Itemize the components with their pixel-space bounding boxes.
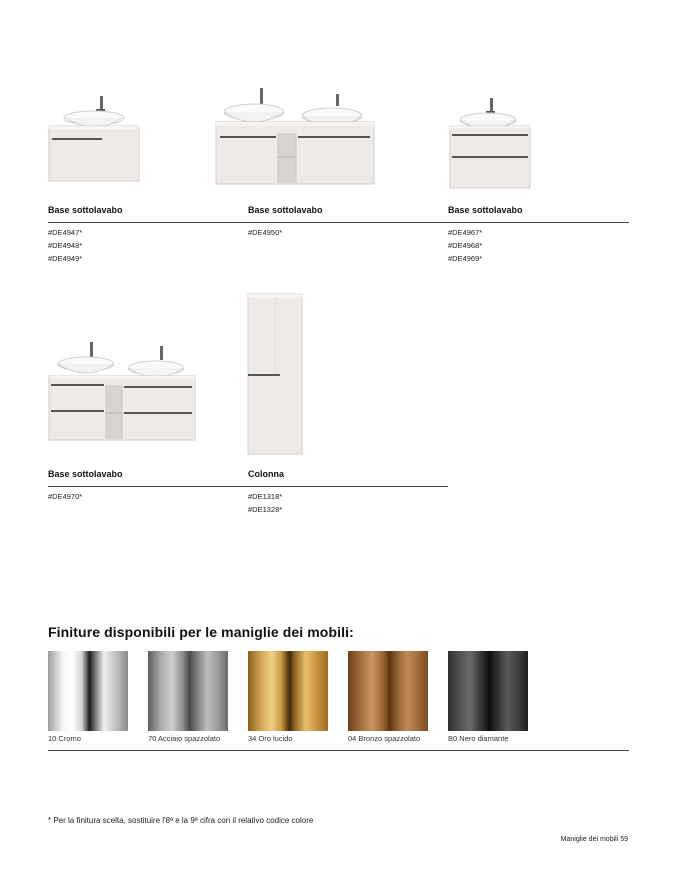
product-code: #DE4947* [48,228,83,237]
product-title: Base sottolavabo [48,205,123,215]
product-codes [48,490,82,503]
finish-label: B0 Nero diamante [448,734,509,743]
vanity-illustration-3 [446,98,536,190]
finishes-title: Finiture disponibili per le maniglie dei mobili: [48,624,354,640]
vanity-illustration-1 [44,96,144,186]
finish-swatch-diamond-black [448,651,528,731]
product-title: Colonna [248,469,284,479]
finish-label: 04 Bronzo spazzolato [348,734,421,743]
product-title: Base sottolavabo [448,205,523,215]
product-code: #DE4949* [48,254,83,263]
product-codes [248,226,282,239]
product-code: #DE4948* [48,241,83,250]
finish-swatch-brushed-steel [148,651,228,731]
divider-line [48,750,629,751]
product-code: #DE4970* [48,492,83,501]
page-footer: Maniglie dei mobili 59 [560,836,628,843]
finish-label: 70 Acciaio spazzolato [148,734,221,743]
product-title: Base sottolavabo [248,205,323,215]
product-code: #DE1318* [248,492,283,501]
product-code: #DE4968* [448,241,483,250]
product-code: #DE4950* [248,228,283,237]
column-illustration [244,290,306,458]
product-code: #DE4967* [448,228,483,237]
product-codes [248,490,282,516]
finish-label: 34 Oro lucido [248,734,293,743]
divider-line [48,222,629,223]
footnote: * Per la finitura scelta, sostituire l'8ª e la 9ª cifra con il relativo codice colore [48,816,314,825]
vanity-illustration-2 [212,88,378,188]
divider-line [48,486,448,487]
finish-swatch-polished-gold [248,651,328,731]
vanity-illustration-4 [46,340,198,444]
product-title: Base sottolavabo [48,469,123,479]
product-codes [48,226,82,265]
product-code: #DE4969* [448,254,483,263]
product-code: #DE1328* [248,505,283,514]
product-codes [448,226,482,265]
finish-swatch-chrome [48,651,128,731]
finish-label: 10 Cromo [48,734,81,743]
finish-swatch-brushed-bronze [348,651,428,731]
